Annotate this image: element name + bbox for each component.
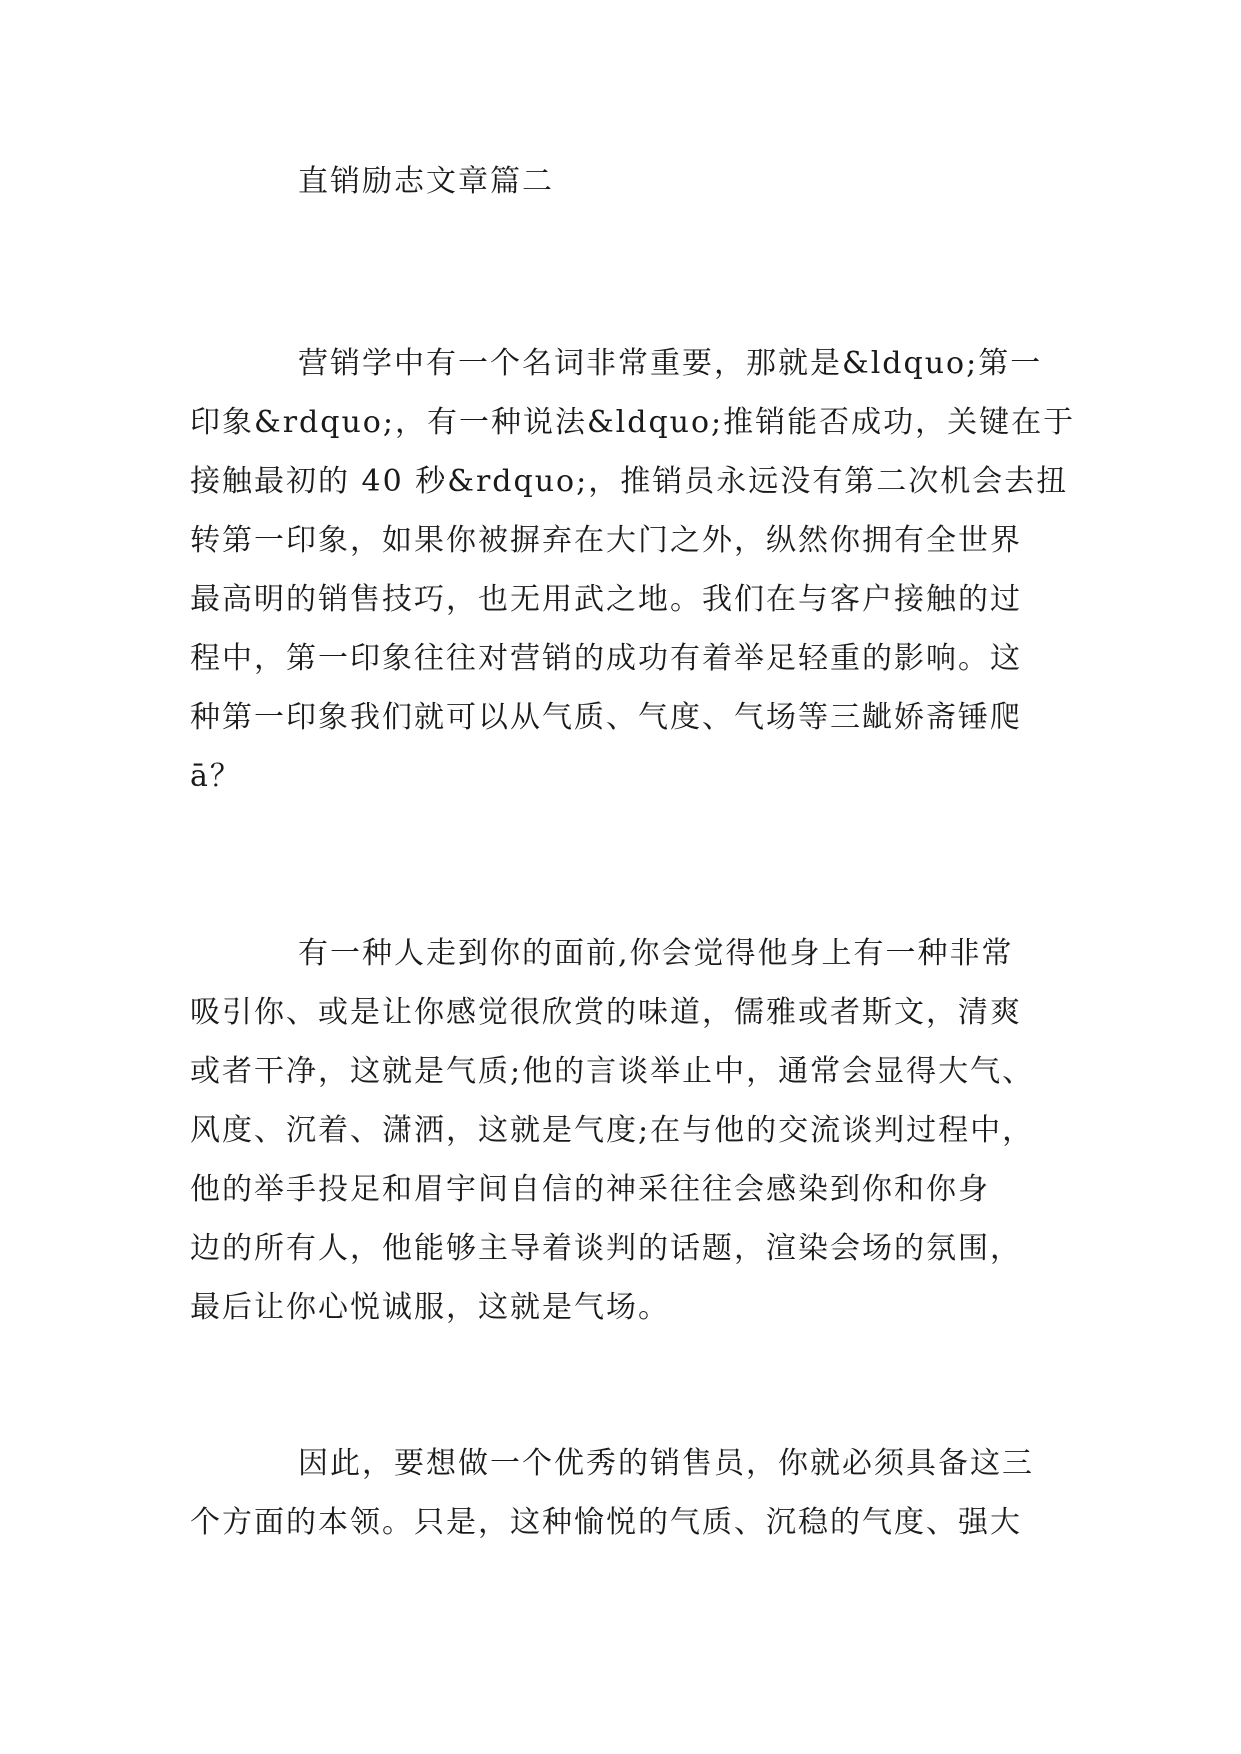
paragraph-line: 印象&rdquo;，有一种说法&ldquo;推销能否成功，关键在于 [190, 405, 1076, 440]
document-title: 直销励志文章篇二 [298, 164, 554, 199]
paragraph-line: 因此，要想做一个优秀的销售员，你就必须具备这三 [298, 1446, 1034, 1481]
paragraph-line: 风度、沉着、潇洒，这就是气度;在与他的交流谈判过程中， [190, 1113, 1035, 1148]
paragraph-line: 种第一印象我们就可以从气质、气度、气场等三龇娇斋锤爬 [190, 700, 1022, 735]
paragraph-line: 个方面的本领。只是，这种愉悦的气质、沉稳的气度、强大 [190, 1505, 1022, 1540]
paragraph-line: 接触最初的 40 秒&rdquo;，推销员永远没有第二次机会去扭 [190, 464, 1069, 499]
paragraph-line: 或者干净，这就是气质;他的言谈举止中，通常会显得大气、 [190, 1054, 1035, 1089]
paragraph-line: 吸引你、或是让你感觉很欣赏的味道，儒雅或者斯文，清爽 [190, 995, 1022, 1030]
paragraph-line: 边的所有人，他能够主导着谈判的话题，渲染会场的氛围， [190, 1231, 1022, 1266]
paragraph-line: 最高明的销售技巧，也无用武之地。我们在与客户接触的过 [190, 582, 1022, 617]
paragraph-temperament [190, 924, 1060, 1337]
paragraph-first-impression [190, 334, 1076, 806]
paragraph-line: 程中，第一印象往往对营销的成功有着举足轻重的影响。这 [190, 641, 1022, 676]
paragraph-line: 有一种人走到你的面前,你会觉得他身上有一种非常 [298, 936, 1014, 971]
paragraph-line: 最后让你心悦诚服，这就是气场。 [190, 1290, 670, 1325]
paragraph-line: 转第一印象，如果你被摒弃在大门之外，纵然你拥有全世界 [190, 523, 1022, 558]
paragraph-conclusion [190, 1434, 1060, 1552]
paragraph-line: ā？ [190, 759, 242, 794]
paragraph-line: 营销学中有一个名词非常重要，那就是&ldquo;第一 [298, 346, 1043, 381]
paragraph-line: 他的举手投足和眉宇间自信的神采往往会感染到你和你身 [190, 1172, 990, 1207]
